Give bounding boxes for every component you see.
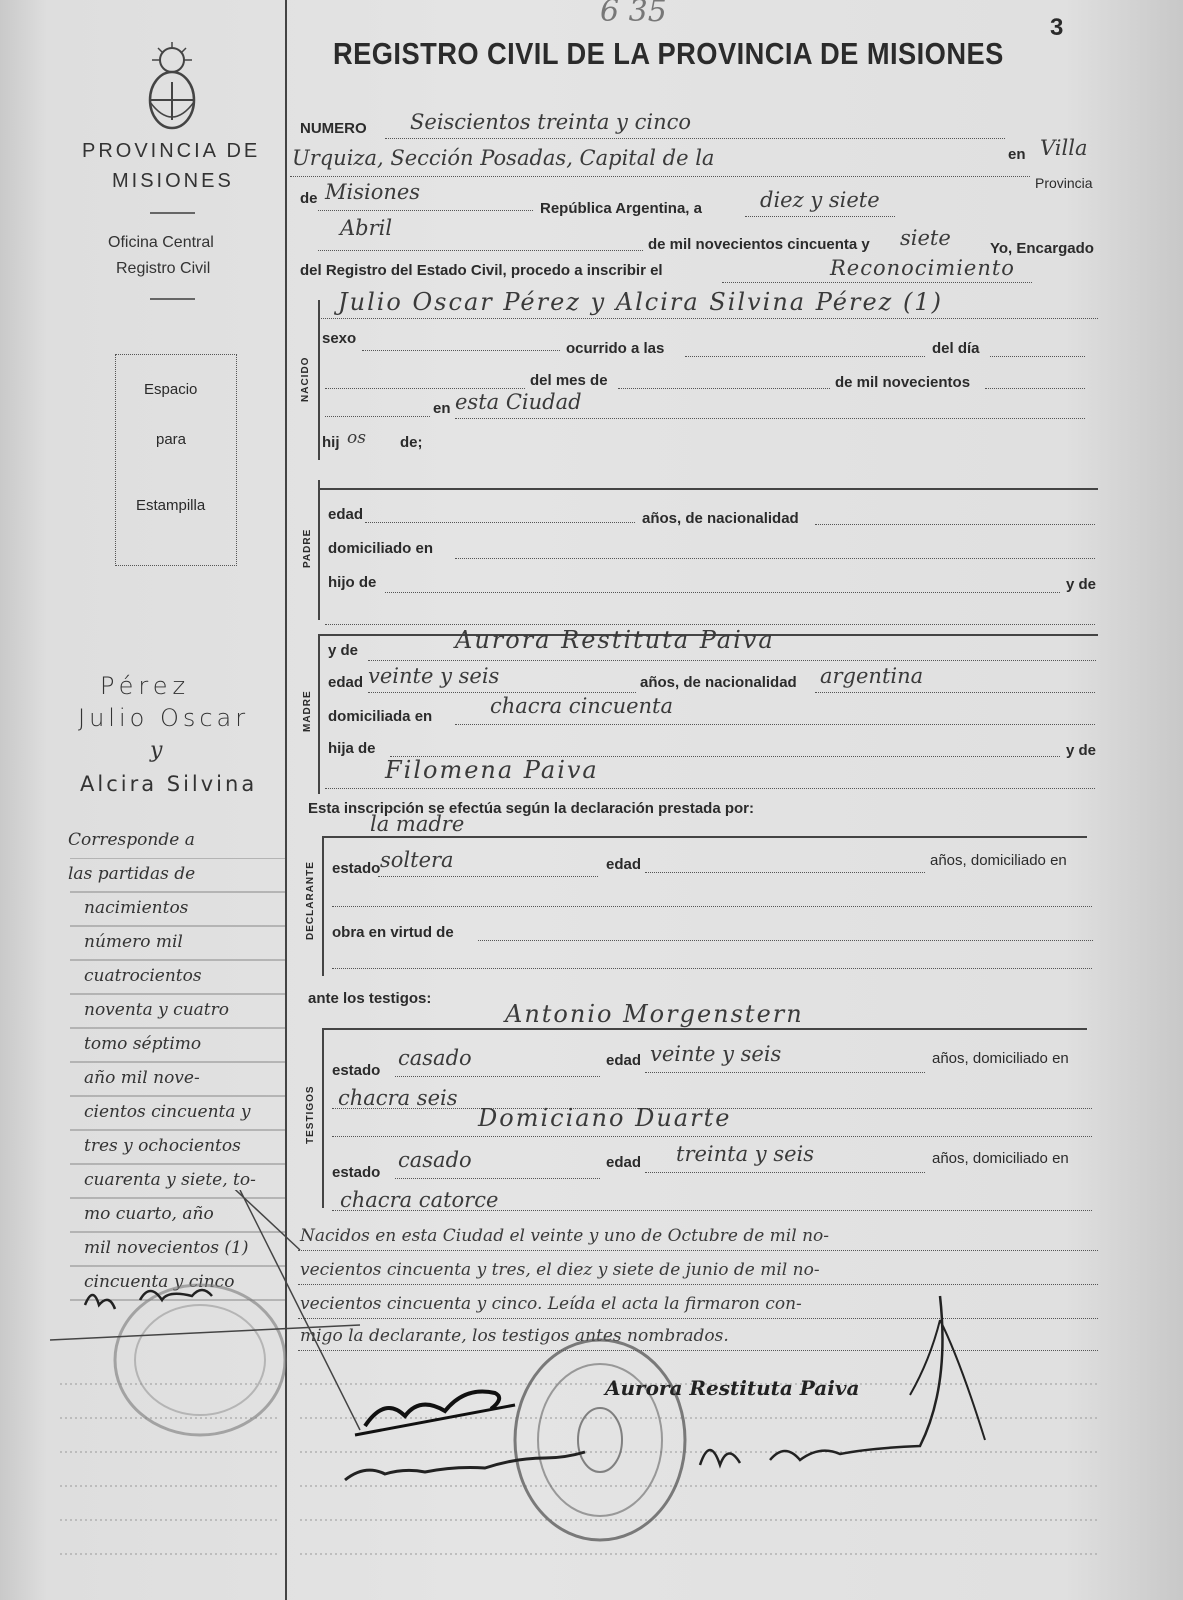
signature-madre: Aurora Restituta Paiva (605, 1376, 860, 1400)
dotted-line (318, 210, 533, 211)
label-en-lugar: en (433, 400, 451, 417)
dotted-line (985, 388, 1085, 389)
dotted-line (455, 724, 1095, 725)
label-anos-nac: años, de nacionalidad (642, 510, 799, 527)
margin-note-line: nacimientos (84, 898, 189, 918)
label-anos-dom-t2: años, domiciliado en (932, 1150, 1069, 1167)
stamp-number: 6 35 (600, 0, 667, 29)
dotted-line (290, 176, 1030, 177)
label-del-mes: del mes de (530, 372, 608, 389)
value-inscriptos: Julio Oscar Pérez y Alcira Silvina Pérez (1) (338, 288, 943, 316)
dotted-line (332, 968, 1092, 969)
label-hija-de: hija de (328, 740, 376, 757)
dotted-line (478, 940, 1093, 941)
value-numero: Seiscientos treinta y cinco (410, 110, 691, 134)
dotted-line (685, 356, 925, 357)
margin-note-line: tomo séptimo (84, 1034, 202, 1054)
label-del-registro: del Registro del Estado Civil, procedo a inscribir el (300, 262, 663, 279)
label-obra: obra en virtud de (332, 924, 454, 941)
dotted-line (318, 318, 1098, 319)
margin-name-y: y (150, 738, 163, 763)
margin-note-line: cuatrocientos (84, 966, 202, 986)
coat-of-arms-icon (140, 42, 204, 134)
value-madre-edad: veinte y seis (368, 664, 500, 688)
label-anos-dom-t1: años, domiciliado en (932, 1050, 1069, 1067)
margin-name: Julio Oscar (78, 704, 250, 732)
margin-name: Alcira Silvina (80, 772, 258, 796)
value-testigo1-dom: chacra seis (338, 1086, 458, 1110)
label-edad-t2: edad (606, 1154, 642, 1171)
margin-note-line: noventa y cuatro (84, 1000, 229, 1020)
label-estado-dec: estado (332, 860, 381, 877)
dotted-line (645, 1072, 925, 1073)
value-mes: Abril (340, 216, 393, 240)
nota-line: Nacidos en esta Ciudad el veinte y uno de Octubre de mil no- (300, 1226, 830, 1246)
margin-note-line: mil novecientos (1) (84, 1238, 249, 1258)
page-title: REGISTRO CIVIL DE LA PROVINCIA DE MISIONES (333, 36, 1004, 71)
dotted-line (645, 872, 925, 873)
label-estado-t1: estado (332, 1062, 381, 1079)
value-declarante-estado: soltera (380, 848, 454, 872)
dotted-line (385, 592, 1060, 593)
label-y-de-madre: y de (328, 642, 359, 659)
dotted-line (365, 522, 635, 523)
value-madre-nac: argentina (820, 664, 924, 688)
value-hij-suffix: os (347, 428, 366, 448)
dotted-line (645, 1172, 925, 1173)
label-de-mil-nov: de mil novecientos (835, 374, 971, 391)
label-hij-de: de; (400, 434, 423, 451)
label-testigos: TESTIGOS (305, 1085, 316, 1144)
value-madre-dom: chacra cincuenta (490, 694, 674, 718)
divider (150, 212, 195, 214)
value-testigo1: Antonio Morgenstern (505, 1000, 804, 1028)
dotted-line (362, 350, 560, 351)
label-nacido: NACIDO (300, 356, 311, 402)
value-testigo1-estado: casado (398, 1046, 472, 1070)
label-madre: MADRE (302, 690, 313, 732)
label-ocurrido: ocurrido a las (566, 340, 665, 357)
value-anio: siete (900, 226, 951, 250)
label-y-de-2: y de (1066, 742, 1097, 759)
stamp-box-text: para (156, 431, 187, 448)
province-line1: PROVINCIA DE (82, 140, 261, 162)
label-republica: República Argentina, a (540, 200, 702, 217)
label-hij: hij (322, 434, 340, 451)
province-line2: MISIONES (112, 170, 234, 192)
label-estado-t2: estado (332, 1164, 381, 1181)
value-testigo1-edad: veinte y seis (650, 1042, 782, 1066)
label-numero: NUMERO (300, 120, 367, 137)
label-edad-madre: edad (328, 674, 364, 691)
nota-line: vecientos cincuenta y tres, el diez y siete de junio de mil no- (300, 1260, 820, 1280)
label-provincia: Provincia (1035, 175, 1093, 191)
section-bracket (318, 480, 320, 620)
dotted-line (368, 692, 636, 693)
margin-note-line: Corresponde a (68, 830, 195, 850)
dotted-line (325, 788, 1095, 789)
dotted-line (395, 1076, 600, 1077)
margin-note-line: mo cuarto, año (84, 1204, 214, 1224)
section-bracket (322, 1028, 324, 1208)
margin-surname: Pérez (100, 672, 191, 700)
label-de: de (300, 190, 318, 207)
value-testigo2-estado: casado (398, 1148, 472, 1172)
dotted-line (325, 388, 525, 389)
label-esta-inscripcion: Esta inscripción se efectúa según la declaración prestada por: (308, 800, 754, 817)
stamp-box-text: Espacio (144, 381, 198, 398)
page-number: 3 (1050, 14, 1064, 41)
section-bracket (322, 836, 324, 976)
label-declarante: DECLARANTE (305, 861, 316, 940)
label-domiciliado: domiciliado en (328, 540, 434, 557)
value-madre-nombre: Aurora Restituta Paiva (455, 626, 775, 654)
margin-note-line: tres y ochocientos (84, 1136, 241, 1156)
section-line (322, 836, 1087, 838)
stamp-box (115, 354, 237, 566)
dotted-line (368, 660, 1096, 661)
label-edad: edad (328, 506, 364, 523)
margin-note-line: año mil nove- (84, 1068, 200, 1088)
label-padre: PADRE (302, 528, 313, 568)
value-lugar-nac: esta Ciudad (455, 390, 582, 414)
label-en: en (1008, 146, 1026, 163)
section-bracket (318, 300, 320, 460)
margin-note-line: cincuenta y cinco (84, 1272, 235, 1292)
dotted-line (332, 1136, 1092, 1137)
dotted-line (332, 906, 1092, 907)
label-y-de: y de (1066, 576, 1097, 593)
dotted-line (378, 876, 598, 877)
value-madre-madre: Filomena Paiva (385, 756, 599, 784)
divider (150, 298, 195, 300)
value-fecha: diez y siete (760, 188, 880, 212)
signatures-and-seals (0, 1190, 1183, 1600)
value-declarante: la madre (370, 812, 465, 836)
dotted-line (618, 388, 830, 389)
label-ante: ante los testigos: (308, 990, 432, 1007)
office-line1: Oficina Central (108, 234, 214, 251)
value-testigo2: Domiciano Duarte (478, 1104, 732, 1132)
dotted-line (318, 250, 643, 251)
value-testigo2-edad: treinta y seis (676, 1142, 815, 1166)
section-line (318, 488, 1098, 490)
margin-note-line: número mil (84, 932, 183, 952)
margin-note-line: cientos cincuenta y (84, 1102, 251, 1122)
label-anos-dom-dec: años, domiciliado en (930, 852, 1067, 869)
dotted-line (455, 418, 1085, 419)
dotted-line (455, 558, 1095, 559)
value-provincia: Misiones (325, 180, 421, 204)
label-hijo-de: hijo de (328, 574, 377, 591)
section-bracket (318, 634, 320, 794)
label-del-dia: del día (932, 340, 980, 357)
value-testigo2-dom: chacra catorce (340, 1188, 499, 1212)
nota-line: vecientos cincuenta y cinco. Leída el acta la firmaron con- (300, 1294, 802, 1314)
label-domiciliada: domiciliada en (328, 708, 433, 725)
nota-line: migo la declarante, los testigos antes nombrados. (300, 1326, 729, 1346)
dotted-line (722, 282, 1032, 283)
office-line2: Registro Civil (116, 260, 211, 277)
label-edad-t1: edad (606, 1052, 642, 1069)
dotted-line (815, 524, 1095, 525)
value-acto: Reconocimiento (830, 256, 1015, 280)
label-anos-nac-madre: años, de nacionalidad (640, 674, 797, 691)
value-lugar: Urquiza, Sección Posadas, Capital de la (292, 146, 715, 170)
margin-note-line: las partidas de (68, 864, 196, 884)
label-de-mil: de mil novecientos cincuenta y (648, 236, 870, 253)
label-sexo: sexo (322, 330, 357, 347)
dotted-line (745, 216, 895, 217)
label-edad-dec: edad (606, 856, 642, 873)
dotted-line (325, 416, 430, 417)
margin-note-line: cuarenta y siete, to- (84, 1170, 256, 1190)
dotted-line (385, 138, 1005, 139)
section-line (322, 1028, 1087, 1030)
value-en: Villa (1040, 136, 1088, 160)
label-yo: Yo, Encargado (990, 240, 1094, 257)
dotted-line (325, 624, 1095, 625)
dotted-line (395, 1178, 600, 1179)
stamp-box-text: Estampilla (136, 497, 206, 514)
dotted-line (815, 692, 1095, 693)
dotted-line (990, 356, 1085, 357)
